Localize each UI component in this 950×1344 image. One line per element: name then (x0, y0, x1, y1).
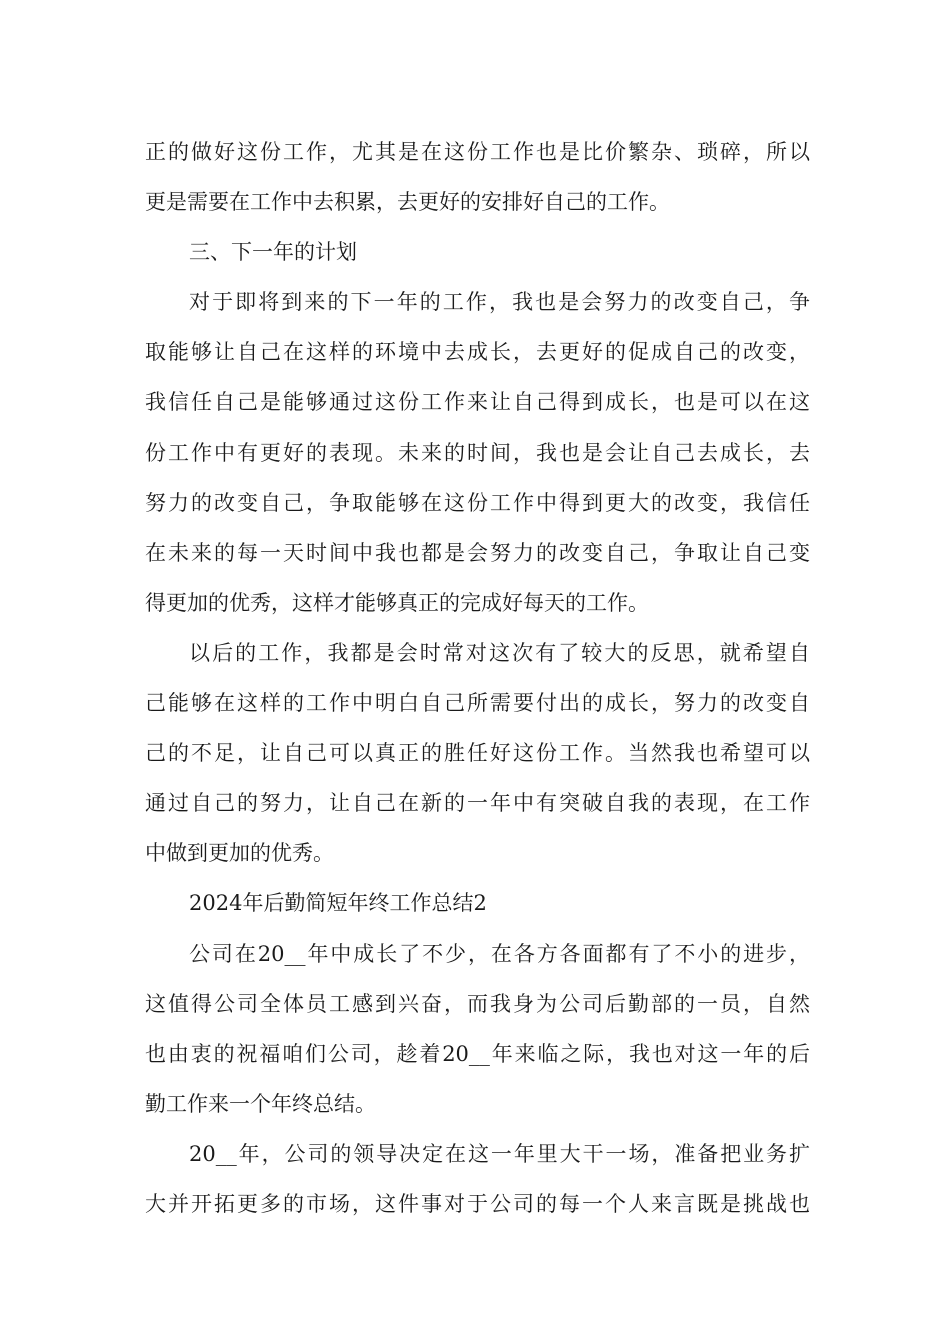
text-line: 勤工作来一个年终总结。 (145, 1091, 376, 1116)
text-line: 大并开拓更多的市场，这件事对于公司的每一个人来言既是挑战也 (145, 1191, 810, 1216)
text-line: 通过自己的努力，让自己在新的一年中有突破自我的表现，在工作 (145, 791, 810, 816)
text-line: 这值得公司全体员工感到兴奋，而我身为公司后勤部的一员，自然 (145, 991, 810, 1016)
text-line: 也由衷的祝福咱们公司，趁着20__年来临之际，我也对这一年的后 (145, 1041, 810, 1066)
text-line: 努力的改变自己，争取能够在这份工作中得到更大的改变，我信任 (145, 490, 810, 515)
text-line: 己能够在这样的工作中明白自己所需要付出的成长，努力的改变自 (145, 691, 810, 716)
text-line: 正的做好这份工作，尤其是在这份工作也是比价繁杂、琐碎，所以 (145, 140, 810, 164)
text-line: 在未来的每一天时间中我也都是会努力的改变自己，争取让自己变 (145, 540, 810, 565)
text-line: 公司在20__年中成长了不少，在各方各面都有了不小的进步， (189, 941, 810, 966)
section-heading: 三、下一年的计划 (189, 240, 357, 265)
text-line: 己的不足，让自己可以真正的胜任好这份工作。当然我也希望可以 (145, 741, 810, 766)
text-line: 份工作中有更好的表现。未来的时间，我也是会让自己去成长，去 (145, 440, 810, 465)
text-line: 更是需要在工作中去积累，去更好的安排好自己的工作。 (145, 190, 670, 215)
text-line: 得更加的优秀，这样才能够真正的完成好每天的工作。 (145, 590, 649, 615)
text-line: 20__年，公司的领导决定在这一年里大干一场，准备把业务扩 (189, 1141, 810, 1166)
document-body (145, 127, 810, 1229)
text-line: 中做到更加的优秀。 (145, 841, 334, 866)
section-heading: 2024年后勤简短年终工作总结2 (189, 891, 487, 916)
text-line: 取能够让自己在这样的环境中去成长，去更好的促成自己的改变， (145, 340, 810, 365)
text-line: 对于即将到来的下一年的工作，我也是会努力的改变自己，争 (189, 290, 810, 315)
text-line: 我信任自己是能够通过这份工作来让自己得到成长，也是可以在这 (145, 390, 810, 415)
text-line: 以后的工作，我都是会时常对这次有了较大的反思，就希望自 (189, 640, 810, 665)
